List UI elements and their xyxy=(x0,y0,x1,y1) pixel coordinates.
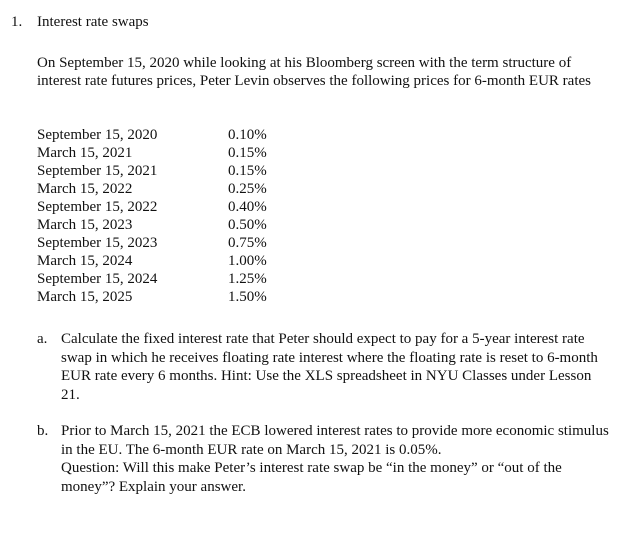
question-b-followup: Question: Will this make Peter’s interest rate swap be “in the money” or “out of the money”? Explain your answer. xyxy=(61,460,562,495)
rate-value: 1.50% xyxy=(228,289,267,305)
question-b-letter: b. xyxy=(37,423,49,439)
problem-heading xyxy=(11,13,149,31)
rate-row xyxy=(37,270,267,288)
rate-row xyxy=(37,234,267,252)
problem-number: 1. xyxy=(11,14,23,30)
rate-value: 0.40% xyxy=(228,199,267,215)
rate-row xyxy=(37,126,267,144)
rate-date: September 15, 2021 xyxy=(37,163,158,179)
rate-date: September 15, 2020 xyxy=(37,127,158,143)
question-a xyxy=(37,330,609,404)
rate-value: 1.25% xyxy=(228,271,267,287)
rate-row xyxy=(37,288,267,306)
rate-date: September 15, 2024 xyxy=(37,271,158,287)
rate-row xyxy=(37,252,267,270)
rate-value: 0.15% xyxy=(228,145,267,161)
rate-date: March 15, 2022 xyxy=(37,181,133,197)
rate-row xyxy=(37,198,267,216)
question-b-text: Prior to March 15, 2021 the ECB lowered interest rates to provide more economic stimulus in the EU. The 6-month EUR rate on March 15, 2021 is 0.05%. xyxy=(61,423,609,458)
question-b xyxy=(37,422,609,496)
rate-date: September 15, 2023 xyxy=(37,235,158,251)
question-a-letter: a. xyxy=(37,331,48,347)
rates-table xyxy=(37,126,267,306)
rate-date: March 15, 2021 xyxy=(37,145,133,161)
rate-date: March 15, 2023 xyxy=(37,217,133,233)
rate-value: 0.15% xyxy=(228,163,267,179)
rate-value: 0.10% xyxy=(228,127,267,143)
rate-row xyxy=(37,216,267,234)
question-a-text: Calculate the fixed interest rate that Peter should expect to pay for a 5-year interest rate swap in which he receives floating rate interest where the floating rate is reset to 6-month EUR rate every 6 months. Hint: Use the XLS spreadsheet in NYU Classes under Lesson 21. xyxy=(61,331,598,403)
rate-row xyxy=(37,144,267,162)
rate-row xyxy=(37,180,267,198)
question-b-body xyxy=(61,422,609,496)
problem-title: Interest rate swaps xyxy=(37,14,149,30)
intro-paragraph: On September 15, 2020 while looking at his Bloomberg screen with the term structure of interest rate futures prices, Peter Levin observes the following prices for 6-month EUR rates xyxy=(37,55,591,89)
rate-value: 0.25% xyxy=(228,181,267,197)
rate-value: 1.00% xyxy=(228,253,267,269)
rate-date: September 15, 2022 xyxy=(37,199,158,215)
rate-date: March 15, 2024 xyxy=(37,253,133,269)
rate-date: March 15, 2025 xyxy=(37,289,133,305)
rate-value: 0.75% xyxy=(228,235,267,251)
rate-value: 0.50% xyxy=(228,217,267,233)
rate-row xyxy=(37,162,267,180)
